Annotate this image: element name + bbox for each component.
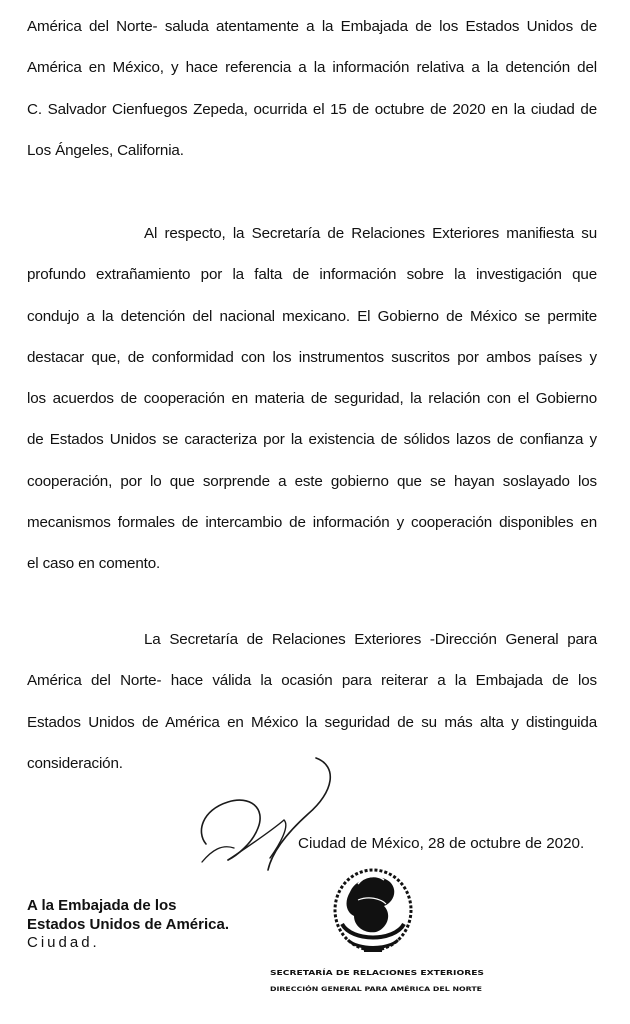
recipient-line: A la Embajada de los xyxy=(27,897,177,914)
text-line: C. Salvador Cienfuegos Zepeda, ocurrida el 15 de octubre de 2020 en la ciudad de xyxy=(27,100,597,118)
text-line: América del Norte- saluda atentamente a la Embajada de los Estados Unidos de xyxy=(27,18,597,35)
text-line: el caso en comento. xyxy=(27,555,161,573)
text-line: cooperación, por lo que sorprende a este gobierno que se hayan soslayado los xyxy=(27,472,597,490)
institutional-stamp xyxy=(268,965,498,997)
text-line: de Estados Unidos se caracteriza por la existencia de sólidos lazos de confianza y xyxy=(27,431,597,449)
recipient-line: Estados Unidos de América. xyxy=(27,915,230,933)
handwritten-signature xyxy=(188,752,348,877)
text-line: los acuerdos de cooperación en materia de seguridad, la relación con el Gobierno xyxy=(27,390,597,408)
place-and-date: Ciudad de México, 28 de octubre de 2020. xyxy=(298,835,585,852)
mexico-coat-of-arms-seal xyxy=(328,862,418,962)
text-line: América en México, y hace referencia a la información relativa a la detención del xyxy=(27,59,597,77)
text-line: América del Norte- hace válida la ocasión para reiterar a la Embajada de los xyxy=(27,672,597,690)
paragraph-greeting xyxy=(27,6,597,171)
text-line: Al respecto, la Secretaría de Relaciones Exteriores manifiesta su xyxy=(144,225,597,242)
recipient-city: Ciudad. xyxy=(27,934,100,951)
paragraph-statement xyxy=(27,213,597,585)
text-line: consideración. xyxy=(27,754,123,772)
text-line: mecanismos formales de intercambio de información y cooperación disponibles en xyxy=(27,514,597,532)
stamp-line: SECRETARÍA DE RELACIONES EXTERIORES xyxy=(270,969,425,977)
text-line: destacar que, de conformidad con los instrumentos suscritos por ambos países y xyxy=(27,348,597,366)
text-line: Estados Unidos de América en México la seguridad de su más alta y distinguida xyxy=(27,713,597,731)
stamp-line: DIRECCIÓN GENERAL PARA AMÉRICA DEL NORTE xyxy=(270,985,444,993)
text-line: profundo extrañamiento por la falta de información sobre la investigación que xyxy=(27,266,597,284)
text-line: La Secretaría de Relaciones Exteriores -Dirección General para xyxy=(144,631,597,648)
recipient-block xyxy=(27,897,229,953)
text-line: Los Ángeles, California. xyxy=(27,141,184,159)
text-line: condujo a la detención del nacional mexicano. El Gobierno de México se permite xyxy=(27,307,597,325)
